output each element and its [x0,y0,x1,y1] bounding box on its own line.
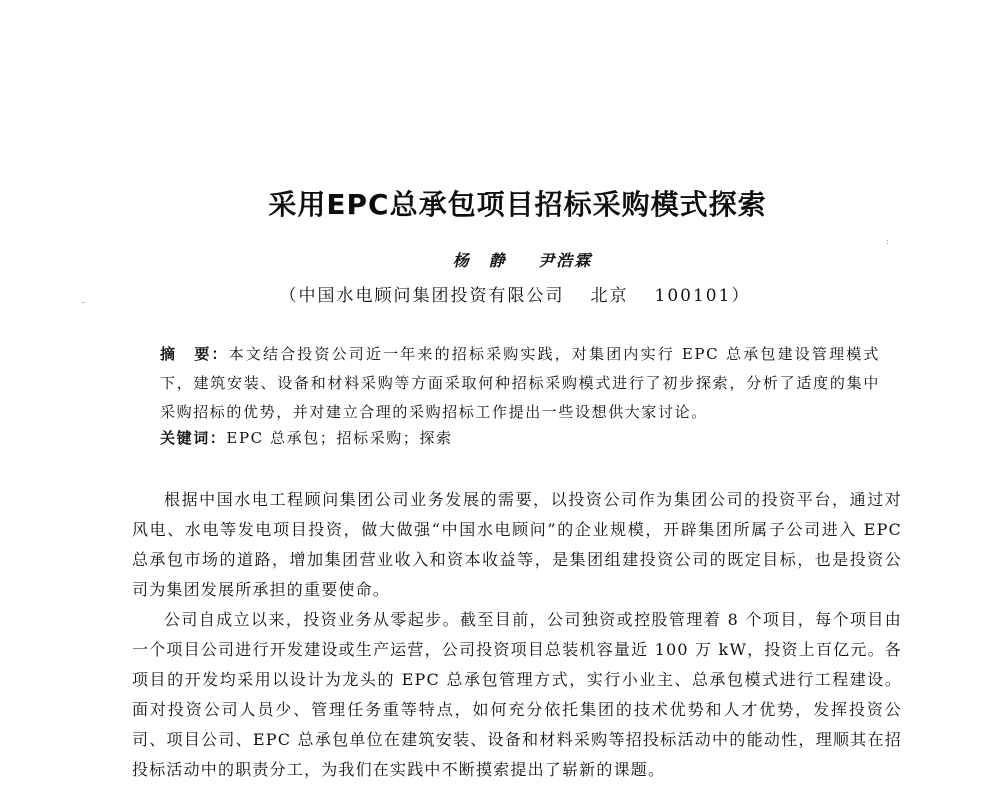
body-text [132,485,902,785]
scan-speck [887,243,888,244]
affiliation-city: 北京 [590,286,629,306]
abstract-text: 本文结合投资公司近一年来的招标采购实践，对集团内实行 EPC 总承包建设管理模式下，建筑安装、设备和材料采购等方面采取何种招标采购模式进行了初步探索，分析了适度的集中采购招标的优势，并对建立合理的采购招标工作提出一些设想供大家讨论。 [160,345,880,421]
keywords-label: 关键词： [160,429,227,447]
affiliation-org: （中国水电顾问集团投资有限公司 [279,286,565,306]
paper-title: 采用EPC总承包项目招标采购模式探索 [268,188,767,221]
abstract-label: 摘 要： [160,345,229,363]
author-name: 尹浩霖 [538,251,593,270]
author-affiliation [0,281,1000,306]
affiliation-postcode: 100101） [654,286,751,306]
body-paragraph: 根据中国水电工程顾问集团公司业务发展的需要，以投资公司作为集团公司的投资平台，通过对风电、水电等发电项目投资，做大做强“中国水电顾问”的企业规模，开辟集团所属子公司进入 EPC 总承包市场的道路，增加集团营业收入和资本收益等，是集团组建投资公司的既定目标，也是投资公司为集团发展所承担的重要使命。 [132,490,902,599]
author-name: 杨 静 [452,251,507,270]
abstract-block [160,340,880,427]
scan-speck [82,302,84,303]
scan-speck [887,240,888,241]
body-paragraph: 公司自成立以来，投资业务从零起步。截至目前，公司独资或控股管理着 8 个项目，每个项目由一个项目公司进行开发建设或生产运营，公司投资项目总装机容量近 100 万 kW，投资上百亿元。各项目的开发均采用以设计为龙头的 EPC 总承包管理方式，实行小业主、总承包模式进行工程建设。面对投资公司人员少、管理任务重等特点，如何充分依托集团的技术优势和人才优势，发挥投资公司、项目公司、EPC 总承包单位在建筑安装、设备和材料采购等招投标活动中的能动性，理顺其在招投标活动中的职责分工，为我们在实践中不断摸索提出了崭新的课题。 [132,610,902,779]
author-list [0,248,1000,271]
keywords-text: EPC 总承包；招标采购；探索 [226,429,453,447]
keywords-block [160,427,880,448]
